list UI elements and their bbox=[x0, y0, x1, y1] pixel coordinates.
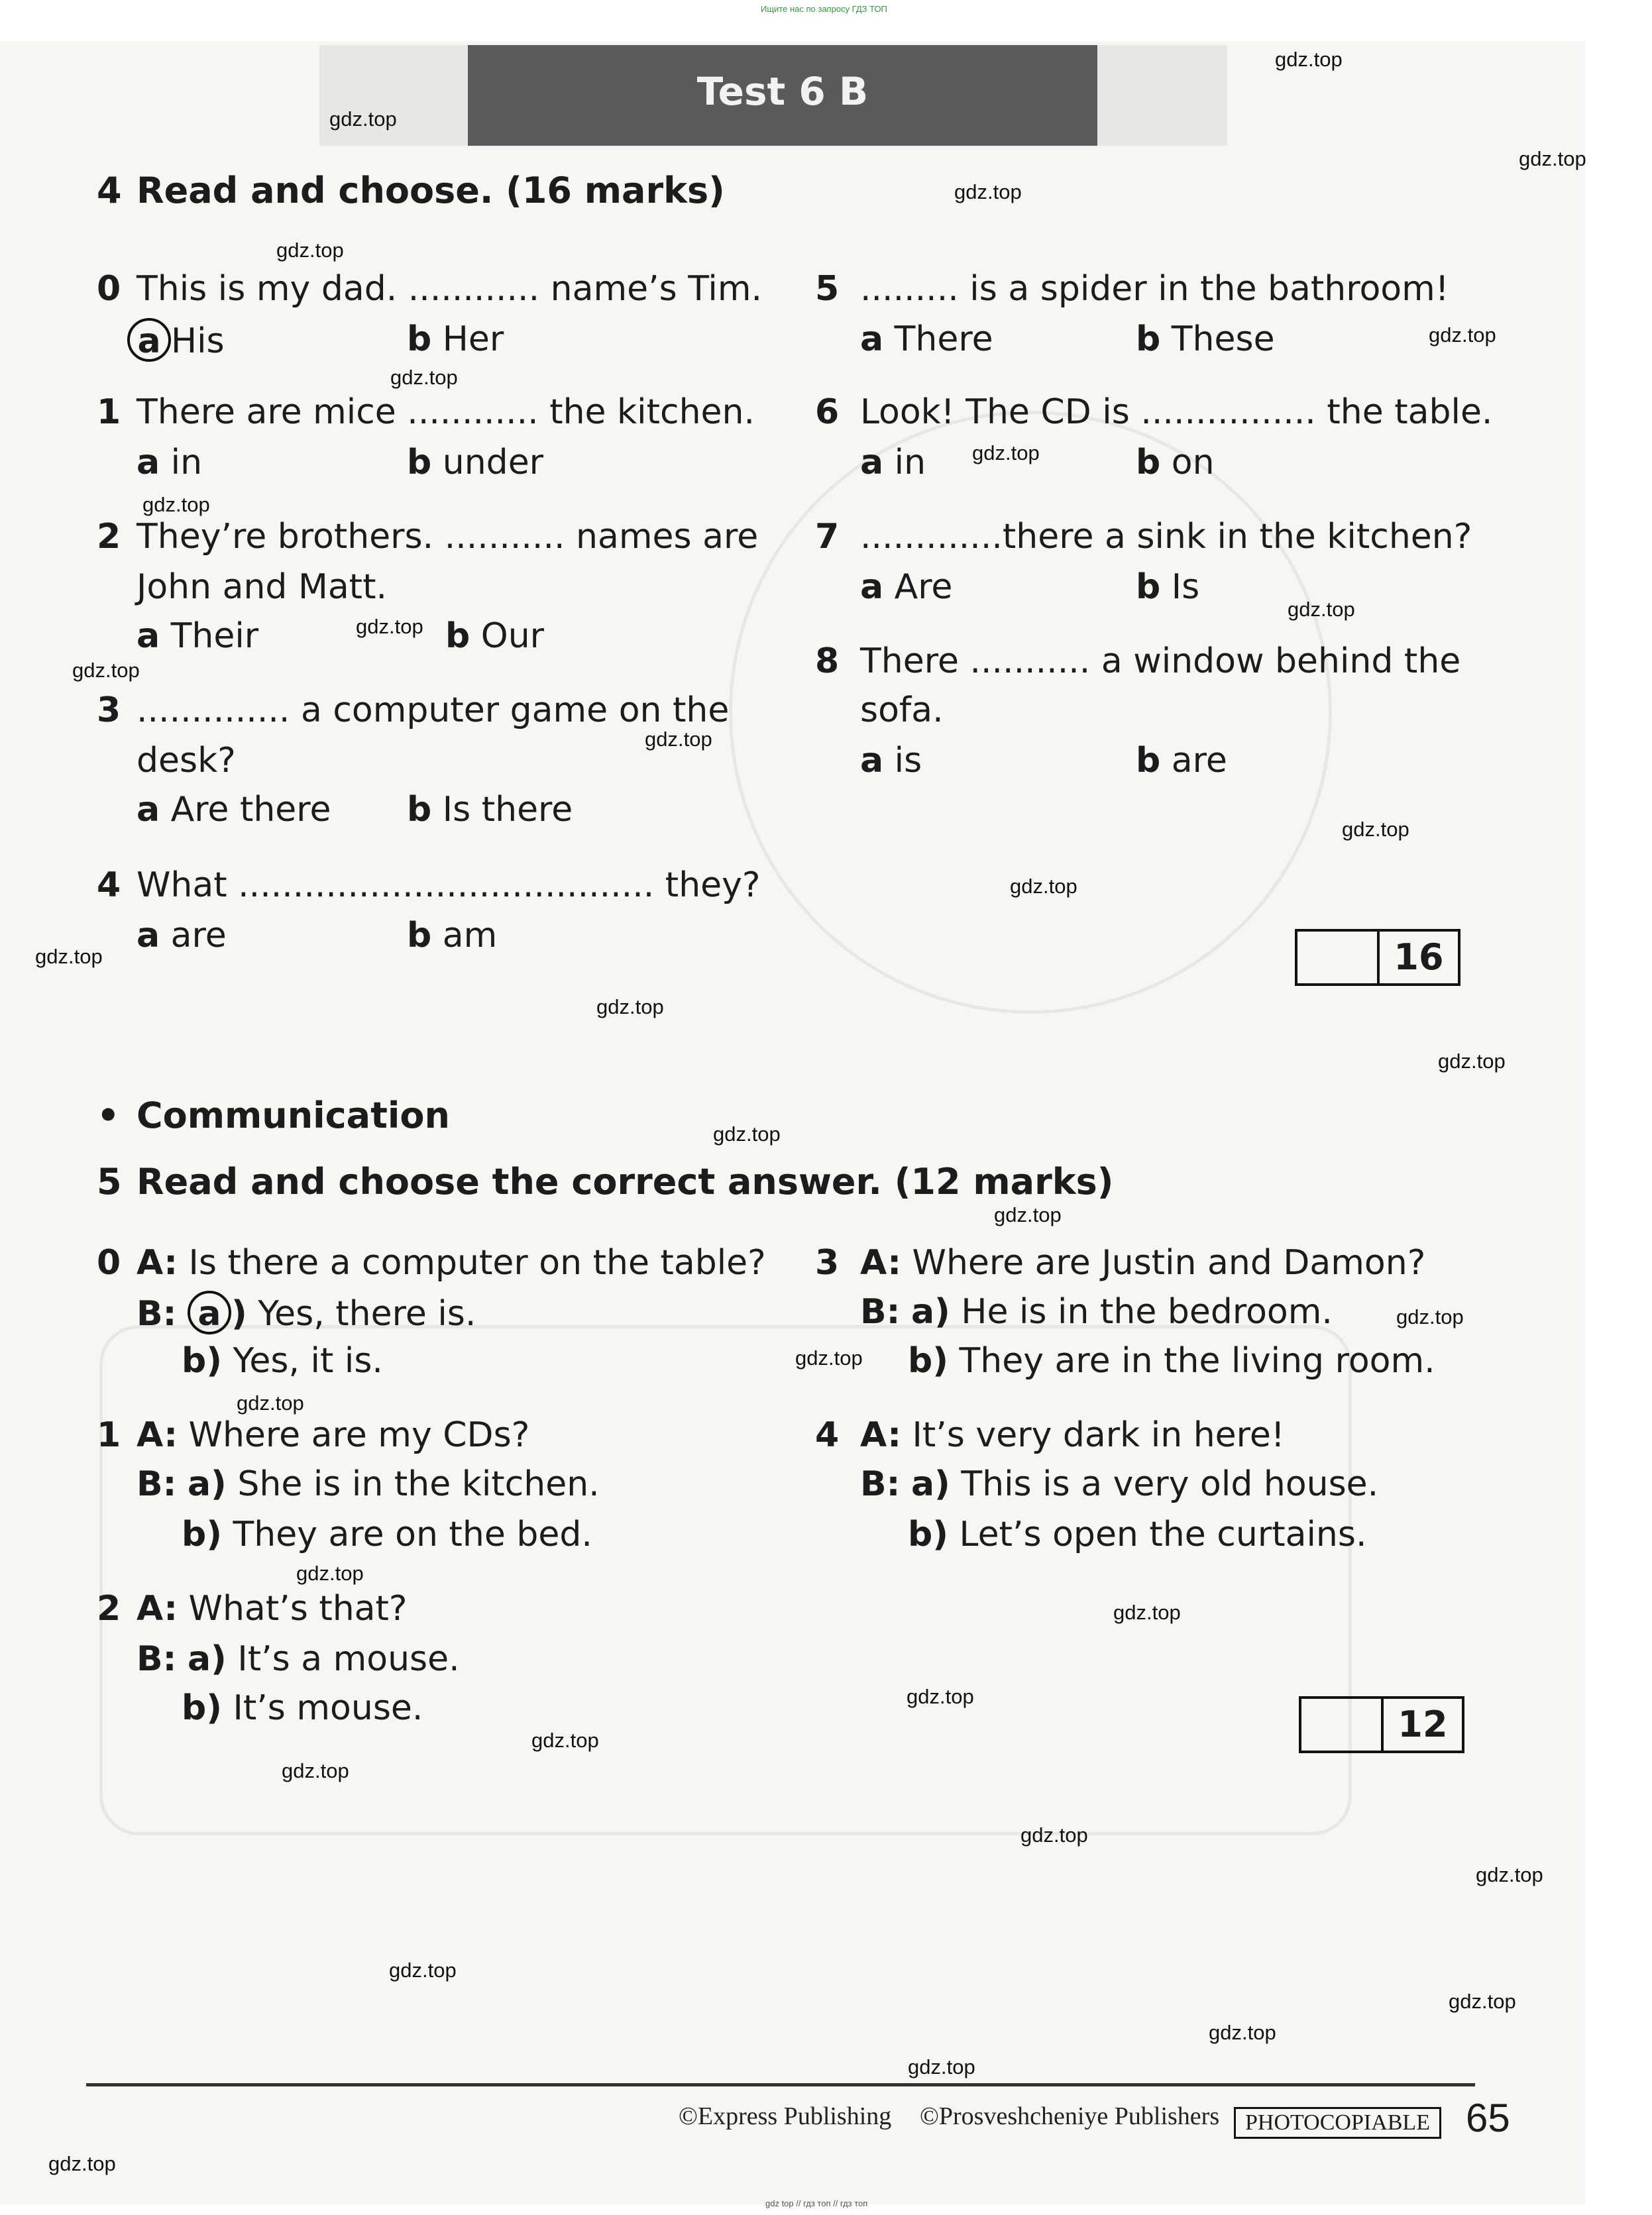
q1-option-b[interactable] bbox=[407, 443, 543, 482]
q6-stem: Look! The CD is ................ the table. bbox=[860, 392, 1493, 432]
watermark-text: gdz.top bbox=[795, 1346, 863, 1370]
c1-answer-a-label: a) bbox=[187, 1464, 227, 1504]
q8-number: 8 bbox=[815, 641, 840, 681]
q3-stem-line1: .............. a computer game on the bbox=[137, 690, 730, 730]
c3-speaker-a: A: bbox=[860, 1243, 902, 1283]
c0-answer-a-text: Yes, there is. bbox=[258, 1294, 476, 1334]
watermark-text: gdz.top bbox=[907, 1685, 974, 1708]
c4-speaker-b: B: bbox=[860, 1464, 901, 1504]
watermark-text: gdz.top bbox=[329, 107, 397, 131]
section4-score-total: 16 bbox=[1394, 936, 1444, 978]
c4-number: 4 bbox=[815, 1415, 840, 1455]
show-through-frame-2 bbox=[729, 411, 1332, 1014]
watermark-text: gdz.top bbox=[994, 1203, 1062, 1226]
q6-option-a-text: in bbox=[894, 443, 926, 482]
q8-option-a[interactable] bbox=[860, 741, 922, 781]
q1-option-b-text: under bbox=[442, 443, 544, 482]
q1-option-a-text: in bbox=[170, 443, 203, 482]
c0-selected-circle: a bbox=[188, 1291, 231, 1334]
q4-option-a-letter: a bbox=[137, 916, 160, 955]
title-bar bbox=[468, 45, 1097, 146]
c3-answer-b-text: They are in the living room. bbox=[959, 1341, 1435, 1381]
q4-option-b-letter: b bbox=[407, 916, 432, 955]
q2-option-a-letter: a bbox=[137, 616, 160, 656]
c4-answer-b-label: b) bbox=[908, 1515, 948, 1554]
q6-option-b-letter: b bbox=[1136, 443, 1161, 482]
watermark-text: gdz.top bbox=[645, 728, 712, 751]
q1-option-a[interactable] bbox=[137, 443, 202, 482]
q6-option-a-letter: a bbox=[860, 443, 884, 482]
c0-question bbox=[137, 1243, 766, 1283]
footer-express-publishing: ©Express Publishing bbox=[679, 2102, 892, 2130]
q0-selected-circle: a bbox=[127, 318, 171, 362]
q7-stem: .............there a sink in the kitchen? bbox=[860, 517, 1472, 557]
watermark-text: gdz.top bbox=[954, 180, 1022, 203]
footer-prosveshcheniye: ©Prosveshcheniye Publishers bbox=[920, 2102, 1220, 2130]
watermark-text: gdz.top bbox=[713, 1122, 781, 1146]
watermark-text: gdz.top bbox=[35, 945, 103, 968]
watermark-text: gdz.top bbox=[1275, 48, 1343, 71]
c3-speaker-b: B: bbox=[860, 1292, 901, 1332]
watermark-text: gdz.top bbox=[276, 239, 344, 262]
watermark-text: gdz.top bbox=[296, 1562, 364, 1585]
q8-option-b-letter: b bbox=[1136, 741, 1161, 781]
q5-option-a-letter: a bbox=[860, 319, 884, 359]
q8-stem-line1: There ........... a window behind the bbox=[860, 641, 1461, 681]
q8-option-a-text: is bbox=[894, 741, 922, 781]
watermark-text: gdz.top bbox=[596, 995, 664, 1018]
q5-number: 5 bbox=[815, 269, 840, 309]
c1-question bbox=[137, 1415, 529, 1455]
q3-option-a-letter: a bbox=[137, 790, 160, 830]
c3-number: 3 bbox=[815, 1243, 840, 1283]
q3-number: 3 bbox=[97, 690, 121, 730]
c0-speaker-b: B: bbox=[137, 1294, 177, 1334]
q5-option-a[interactable] bbox=[860, 319, 993, 359]
q4-option-a-text: are bbox=[170, 916, 227, 955]
c3-question bbox=[860, 1243, 1425, 1283]
c0-number: 0 bbox=[97, 1243, 121, 1283]
page-title: Test 6 B bbox=[696, 69, 869, 114]
q6-option-a[interactable] bbox=[860, 443, 926, 482]
section5-number: 5 bbox=[97, 1161, 122, 1203]
c2-answer-b[interactable] bbox=[182, 1688, 423, 1728]
c4-speaker-a: A: bbox=[860, 1415, 902, 1455]
q6-option-b-text: on bbox=[1171, 443, 1215, 482]
q3-option-a-text: Are there bbox=[170, 790, 331, 830]
c1-answer-b-text: They are on the bed. bbox=[233, 1515, 592, 1554]
q7-option-a-letter: a bbox=[860, 567, 884, 607]
c4-answer-b-text: Let’s open the curtains. bbox=[959, 1515, 1367, 1554]
top-note: Ищите нас по запросу ГДЗ ТОП bbox=[761, 4, 887, 14]
watermark-text: gdz.top bbox=[972, 441, 1040, 464]
c3-answer-a-label: a) bbox=[910, 1292, 950, 1332]
q7-option-b-letter: b bbox=[1136, 567, 1161, 607]
c4-answer-b[interactable] bbox=[908, 1515, 1367, 1554]
c3-answer-a[interactable] bbox=[860, 1292, 1333, 1332]
page-number: 65 bbox=[1466, 2096, 1510, 2140]
watermark-text: gdz.top bbox=[72, 659, 140, 682]
q0-option-b-text: Her bbox=[442, 319, 504, 359]
c1-answer-b[interactable] bbox=[182, 1515, 592, 1554]
q4-number: 4 bbox=[97, 865, 121, 905]
c2-number: 2 bbox=[97, 1589, 121, 1629]
c2-question bbox=[137, 1589, 408, 1629]
section4-heading: Read and choose. (16 marks) bbox=[137, 170, 725, 211]
watermark-text: gdz.top bbox=[142, 493, 210, 516]
c2-question-text: What’s that? bbox=[188, 1589, 408, 1629]
c4-question-text: It’s very dark in here! bbox=[912, 1415, 1285, 1455]
watermark-text: gdz.top bbox=[908, 2055, 975, 2079]
section4-score-box bbox=[1295, 929, 1460, 986]
q0-option-b[interactable] bbox=[407, 319, 504, 359]
q7-option-a[interactable] bbox=[860, 567, 952, 607]
q5-option-b[interactable] bbox=[1136, 319, 1275, 359]
c3-answer-a-text: He is in the bedroom. bbox=[961, 1292, 1333, 1332]
q3-stem-line2: desk? bbox=[137, 741, 236, 781]
q5-stem: ......... is a spider in the bathroom! bbox=[860, 269, 1449, 309]
c0-paren: ) bbox=[231, 1294, 247, 1334]
q2-stem-line1: They’re brothers. ........... names are bbox=[137, 517, 759, 557]
title-shade-right bbox=[1097, 45, 1227, 146]
q3-option-b-letter: b bbox=[407, 790, 432, 830]
footer-rule bbox=[86, 2083, 1475, 2086]
section5-score-entry[interactable] bbox=[1301, 1699, 1384, 1751]
communication-label: Communication bbox=[137, 1095, 450, 1136]
c1-speaker-b: B: bbox=[137, 1464, 177, 1504]
watermark-text: gdz.top bbox=[1209, 2021, 1276, 2044]
section4-score-entry[interactable] bbox=[1297, 932, 1380, 983]
watermark-text: gdz.top bbox=[1476, 1863, 1543, 1886]
watermark-text: gdz.top bbox=[1519, 147, 1586, 170]
watermark-text: gdz.top bbox=[1438, 1050, 1506, 1073]
q2-option-b[interactable] bbox=[445, 616, 544, 656]
q8-option-b-text: are bbox=[1171, 741, 1227, 781]
c2-answer-b-text: It’s mouse. bbox=[233, 1688, 423, 1728]
q1-option-a-letter: a bbox=[137, 443, 160, 482]
watermark-text: gdz.top bbox=[1113, 1601, 1181, 1624]
watermark-text: gdz.top bbox=[1396, 1305, 1464, 1328]
q0-option-b-letter: b bbox=[407, 319, 432, 359]
watermark-text: gdz.top bbox=[390, 366, 458, 389]
watermark-text: gdz.top bbox=[531, 1729, 599, 1752]
watermark-text: gdz.top bbox=[389, 1959, 457, 1982]
q3-option-b-text: Is there bbox=[442, 790, 573, 830]
communication-bullet: • bbox=[97, 1095, 120, 1136]
c3-answer-b-label: b) bbox=[908, 1341, 948, 1381]
c2-answer-a-label: a) bbox=[187, 1639, 227, 1679]
c2-answer-a-text: It’s a mouse. bbox=[237, 1639, 460, 1679]
q5-option-b-text: These bbox=[1171, 319, 1275, 359]
c3-question-text: Where are Justin and Damon? bbox=[912, 1243, 1426, 1283]
q4-option-b[interactable] bbox=[407, 916, 497, 955]
q2-option-a[interactable] bbox=[137, 616, 258, 656]
watermark-text: gdz.top bbox=[1449, 1990, 1516, 2013]
c2-speaker-a: A: bbox=[137, 1589, 178, 1629]
c1-answer-a-text: She is in the kitchen. bbox=[237, 1464, 600, 1504]
c2-speaker-b: B: bbox=[137, 1639, 177, 1679]
photocopiable-badge: PHOTOCOPIABLE bbox=[1234, 2107, 1441, 2139]
q5-option-a-text: There bbox=[894, 319, 993, 359]
q2-option-b-text: Our bbox=[480, 616, 545, 656]
c0-answer-b[interactable] bbox=[182, 1341, 383, 1381]
c4-question bbox=[860, 1415, 1285, 1455]
q8-option-a-letter: a bbox=[860, 741, 884, 781]
q4-option-b-text: am bbox=[442, 916, 498, 955]
c0-answer-b-text: Yes, it is. bbox=[233, 1341, 383, 1381]
q6-number: 6 bbox=[815, 392, 840, 432]
section5-heading: Read and choose the correct answer. (12 marks) bbox=[137, 1161, 1114, 1203]
watermark-text: gdz.top bbox=[1288, 598, 1355, 621]
q4-stem: What ...................................... they? bbox=[137, 865, 761, 905]
c4-answer-a[interactable] bbox=[860, 1464, 1378, 1504]
c0-answer-a[interactable] bbox=[137, 1291, 476, 1334]
c0-question-text: Is there a computer on the table? bbox=[188, 1243, 766, 1283]
section4-number: 4 bbox=[97, 170, 122, 211]
q0-option-a-text: His bbox=[171, 321, 225, 361]
q2-option-a-text: Their bbox=[170, 616, 259, 656]
q0-number: 0 bbox=[97, 269, 121, 309]
c0-answer-b-label: b) bbox=[182, 1341, 222, 1381]
q7-option-b[interactable] bbox=[1136, 567, 1199, 607]
q5-option-b-letter: b bbox=[1136, 319, 1161, 359]
watermark-text: gdz.top bbox=[1020, 1823, 1088, 1847]
watermark-text: gdz.top bbox=[356, 615, 423, 638]
q6-option-b[interactable] bbox=[1136, 443, 1215, 482]
c1-speaker-a: A: bbox=[137, 1415, 178, 1455]
c4-answer-a-text: This is a very old house. bbox=[961, 1464, 1379, 1504]
watermark-text: gdz.top bbox=[48, 2152, 116, 2175]
section5-score-box bbox=[1299, 1696, 1464, 1753]
bottom-note: gdz top // гдз топ // гдз топ bbox=[765, 2198, 868, 2208]
c2-answer-b-label: b) bbox=[182, 1688, 222, 1728]
q2-option-b-letter: b bbox=[445, 616, 470, 656]
watermark-text: gdz.top bbox=[1429, 323, 1496, 347]
c0-speaker-a: A: bbox=[137, 1243, 178, 1283]
q1-number: 1 bbox=[97, 392, 121, 432]
c1-question-text: Where are my CDs? bbox=[188, 1415, 530, 1455]
q0-option-a[interactable] bbox=[127, 318, 225, 362]
q3-option-b[interactable] bbox=[407, 790, 573, 830]
c1-answer-b-label: b) bbox=[182, 1515, 222, 1554]
q1-option-b-letter: b bbox=[407, 443, 432, 482]
q2-number: 2 bbox=[97, 517, 121, 557]
q7-option-b-text: Is bbox=[1171, 567, 1200, 607]
c1-answer-a[interactable] bbox=[137, 1464, 600, 1504]
c3-answer-b[interactable] bbox=[908, 1341, 1435, 1381]
q1-stem: There are mice ............ the kitchen. bbox=[137, 392, 755, 432]
q8-option-b[interactable] bbox=[1136, 741, 1227, 781]
c1-number: 1 bbox=[97, 1415, 121, 1455]
watermark-text: gdz.top bbox=[237, 1391, 304, 1415]
q4-option-a[interactable] bbox=[137, 916, 227, 955]
q3-option-a[interactable] bbox=[137, 790, 331, 830]
section5-score-total: 12 bbox=[1398, 1703, 1448, 1745]
watermark-text: gdz.top bbox=[282, 1759, 349, 1782]
watermark-text: gdz.top bbox=[1342, 818, 1409, 841]
q2-stem-line2: John and Matt. bbox=[137, 567, 387, 607]
watermark-text: gdz.top bbox=[1010, 875, 1077, 898]
q8-stem-line2: sofa. bbox=[860, 690, 944, 730]
c4-answer-a-label: a) bbox=[910, 1464, 950, 1504]
q7-option-a-text: Are bbox=[894, 567, 953, 607]
q0-stem: This is my dad. ............ name’s Tim. bbox=[137, 269, 763, 309]
c2-answer-a[interactable] bbox=[137, 1639, 460, 1679]
q7-number: 7 bbox=[815, 517, 840, 557]
